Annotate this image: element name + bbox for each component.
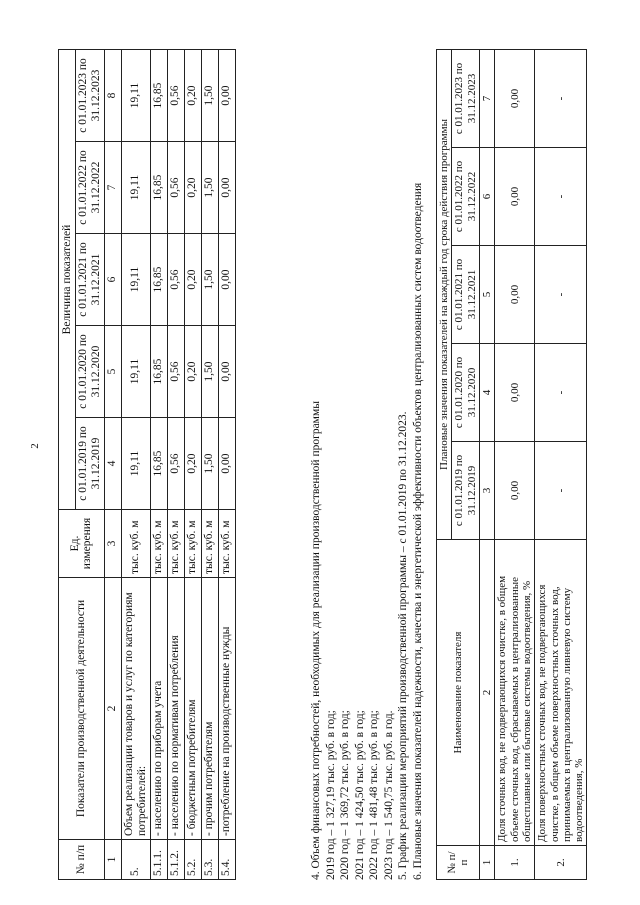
col-number: 4 xyxy=(479,344,494,442)
row-value: - xyxy=(535,344,587,442)
table-row xyxy=(121,50,150,880)
col-number: 3 xyxy=(104,510,121,578)
row-value: 19,11 xyxy=(121,418,150,510)
row-value: 0,00 xyxy=(495,49,535,147)
row-num: 2. xyxy=(535,846,587,880)
header-num: № п/п xyxy=(59,840,105,880)
table-row xyxy=(495,49,535,879)
col-number: 2 xyxy=(104,578,121,840)
row-num: 5.2. xyxy=(184,840,201,880)
period-header: с 01.01.2019 по 31.12.2019 xyxy=(76,418,105,510)
row-value: 0,00 xyxy=(495,148,535,246)
table-row xyxy=(218,50,235,880)
row-name: Объем реализации товаров и услуг по категориям потребителей: xyxy=(121,578,150,840)
period-header: с 01.01.2023 по 31.12.2023 xyxy=(452,49,480,147)
row-unit: тыс. куб. м xyxy=(150,510,167,578)
row-value: 16,85 xyxy=(150,418,167,510)
row-value: 0,20 xyxy=(184,326,201,418)
row-num: 5.4. xyxy=(218,840,235,880)
table-row xyxy=(167,50,184,880)
row-value: 19,11 xyxy=(121,142,150,234)
note-year-2020: 2020 год – 1 369,72 тыс. руб. в год; xyxy=(339,710,351,880)
row-value: 0,56 xyxy=(167,326,184,418)
table-row xyxy=(150,50,167,880)
col-number: 1 xyxy=(479,846,494,880)
col-number: 2 xyxy=(479,540,494,846)
row-value: 1,50 xyxy=(201,418,218,510)
header-planned-group: Плановые значения показателей на каждый год срока действия программы xyxy=(437,49,452,539)
row-unit: тыс. куб. м xyxy=(184,510,201,578)
header-num: № п/п xyxy=(437,846,480,880)
row-value: 19,11 xyxy=(121,234,150,326)
production-indicators-table xyxy=(58,49,236,880)
column-number-row xyxy=(104,50,121,880)
col-number: 6 xyxy=(104,234,121,326)
row-unit: тыс. куб. м xyxy=(201,510,218,578)
row-value: 1,50 xyxy=(201,50,218,142)
note-year-2021: 2021 год – 1 424,50 тыс. руб. в год; xyxy=(353,710,366,880)
period-header: с 01.01.2022 по 31.12.2022 xyxy=(452,148,480,246)
table-row xyxy=(535,49,587,879)
col-number: 5 xyxy=(479,246,494,344)
col-number: 7 xyxy=(479,49,494,147)
row-value: 0,00 xyxy=(218,418,235,510)
row-value: 0,56 xyxy=(167,234,184,326)
row-value: 0,00 xyxy=(495,344,535,442)
row-num: 5.1.1. xyxy=(150,840,167,880)
row-value: 0,00 xyxy=(495,246,535,344)
row-value: 16,85 xyxy=(150,142,167,234)
row-value: 0,56 xyxy=(167,142,184,234)
period-header: с 01.01.2022 по 31.12.2022 xyxy=(76,142,105,234)
header-unit: Ед. измерения xyxy=(59,510,105,578)
col-number: 8 xyxy=(104,50,121,142)
row-value: 0,20 xyxy=(184,418,201,510)
notes-section xyxy=(310,50,424,880)
document-sheet xyxy=(58,30,640,880)
note-year-2022: 2022 год – 1 481,48 тыс. руб. в год; xyxy=(368,710,380,880)
period-header: с 01.01.2021 по 31.12.2021 xyxy=(452,246,480,344)
table-row xyxy=(184,50,201,880)
row-value: 16,85 xyxy=(150,234,167,326)
row-num: 1. xyxy=(495,846,535,880)
row-value: - xyxy=(535,246,587,344)
table-row xyxy=(201,50,218,880)
row-value: 16,85 xyxy=(150,326,167,418)
table-header-row xyxy=(59,50,76,880)
row-value: - xyxy=(535,49,587,147)
row-value: 0,20 xyxy=(184,50,201,142)
period-header: с 01.01.2020 по 31.12.2020 xyxy=(452,344,480,442)
row-name: Доля сточных вод, не подвергающихся очистке, в общем объеме сточных вод, сбрасываемых в централизованные общесплавные или бытовые системы водоотведения, % xyxy=(495,540,535,846)
row-name: - бюджетным потребителям xyxy=(184,578,201,840)
row-value: 1,50 xyxy=(201,234,218,326)
column-number-row xyxy=(479,49,494,879)
period-header: с 01.01.2023 по 31.12.2023 xyxy=(76,50,105,142)
row-value: 16,85 xyxy=(150,50,167,142)
row-value: 1,50 xyxy=(201,326,218,418)
row-value: 0,20 xyxy=(184,234,201,326)
period-header: с 01.01.2020 по 31.12.2020 xyxy=(76,326,105,418)
header-indicator: Показатели производственной деятельности xyxy=(59,578,105,840)
row-num: 5.3. xyxy=(201,840,218,880)
page-number: 2 xyxy=(28,443,41,449)
row-value: - xyxy=(535,148,587,246)
row-num: 5. xyxy=(121,840,150,880)
row-value: 0,00 xyxy=(218,50,235,142)
row-unit: тыс. куб. м xyxy=(167,510,184,578)
row-value: 0,00 xyxy=(218,234,235,326)
row-unit: тыс. куб. м xyxy=(218,510,235,578)
row-unit: тыс. куб. м xyxy=(121,510,150,578)
col-number: 5 xyxy=(104,326,121,418)
col-number: 4 xyxy=(104,418,121,510)
header-values-group: Величина показателей xyxy=(59,50,76,510)
period-header: с 01.01.2019 по 31.12.2019 xyxy=(452,442,480,540)
note-planned-values: 6. Плановые значения показателей надежности, качества и энергетической эффективности объектов централизованных систем водоотведения xyxy=(411,182,424,880)
row-value: 19,11 xyxy=(121,50,150,142)
note-year-2023: 2023 год – 1 540,75 тыс. руб. в год. xyxy=(382,710,395,880)
row-value: 0,00 xyxy=(218,326,235,418)
row-name: - населению по нормативам потребления xyxy=(167,578,184,840)
row-value: 0,20 xyxy=(184,142,201,234)
planned-values-table xyxy=(436,49,587,880)
note-schedule: 5. График реализации мероприятий производственной программы – с 01.01.2019 по 31.12.2023. xyxy=(397,411,409,880)
row-name: - прочим потребителям xyxy=(201,578,218,840)
row-value: 0,56 xyxy=(167,418,184,510)
col-number: 1 xyxy=(104,840,121,880)
col-number: 3 xyxy=(479,442,494,540)
note-year-2019: 2019 год – 1 327,19 тыс. руб. в год; xyxy=(324,710,337,880)
period-header: с 01.01.2021 по 31.12.2021 xyxy=(76,234,105,326)
note-financial-needs: 4. Объем финансовых потребностей, необходимых для реализации производственной программы xyxy=(310,401,322,880)
row-num: 5.1.2. xyxy=(167,840,184,880)
col-number: 6 xyxy=(479,148,494,246)
row-value: 1,50 xyxy=(201,142,218,234)
row-value: 0,00 xyxy=(218,142,235,234)
row-value: 0,56 xyxy=(167,50,184,142)
table-header-row xyxy=(437,49,452,879)
col-number: 7 xyxy=(104,142,121,234)
header-name: Наименование показателя xyxy=(437,540,480,846)
row-name: Доля поверхностных сточных вод, не подвергающихся очистке, в общем объеме поверхностных сточных вод, принимаемых в централизованную ливневую систему водоотведения, % xyxy=(535,540,587,846)
row-name: -потребление на производственные нужды xyxy=(218,578,235,840)
row-value: 0,00 xyxy=(495,442,535,540)
row-value: - xyxy=(535,442,587,540)
row-name: - населению по приборам учета xyxy=(150,578,167,840)
row-value: 19,11 xyxy=(121,326,150,418)
